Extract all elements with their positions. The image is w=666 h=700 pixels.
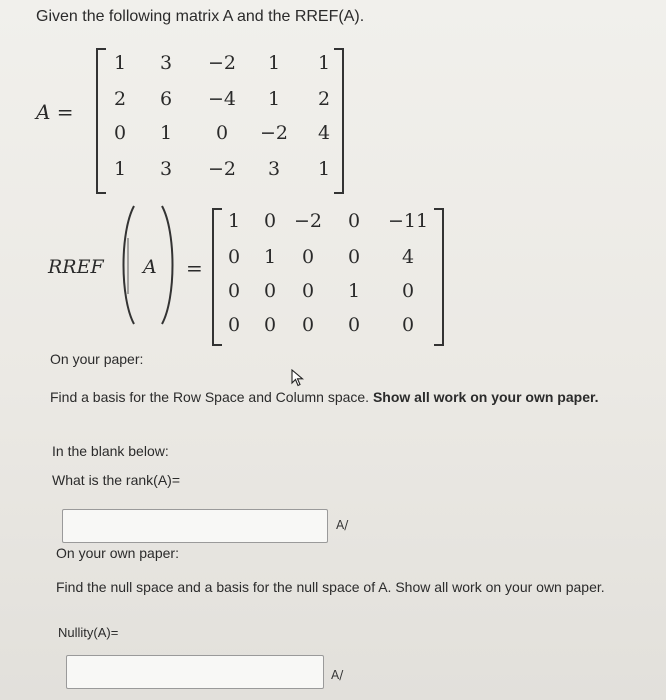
matrix-a-cell-r2-c2: 6 xyxy=(159,88,173,110)
rref-matrix-cell-r4-c2: 0 xyxy=(263,314,277,336)
rref-matrix-cell-r3-c5: 0 xyxy=(401,280,415,302)
matrix-a-cell-r2-c3: −4 xyxy=(207,88,236,110)
matrix-a-cell-r1-c3: −2 xyxy=(207,52,236,74)
spellcheck-icon[interactable]: A/ xyxy=(336,518,349,532)
rref-matrix-cell-r2-c5: 4 xyxy=(401,246,415,268)
matrix-a-cell-r1-c2: 3 xyxy=(159,52,173,74)
nullity-question: Nullity(A)= xyxy=(58,625,119,640)
rref-matrix-cell-r1-c3: −2 xyxy=(293,210,322,232)
rref-matrix-cell-r3-c2: 0 xyxy=(263,280,277,302)
rref-equals-sign: = xyxy=(186,256,203,280)
rref-matrix-cell-r1-c2: 0 xyxy=(263,210,277,232)
section3-heading: On your own paper: xyxy=(56,545,179,561)
spellcheck-icon[interactable]: A/ xyxy=(331,668,344,682)
matrix-a-cell-r4-c2: 3 xyxy=(159,158,173,180)
problem-title: Given the following matrix A and the RREF(A). xyxy=(36,8,365,25)
section1-instruction-text: Find a basis for the Row Space and Column space. xyxy=(50,389,370,405)
rref-matrix-cell-r4-c3: 0 xyxy=(301,314,315,336)
mouse-cursor-icon xyxy=(291,369,305,392)
matrix-a-cell-r3-c1: 0 xyxy=(113,122,127,144)
matrix-a-cell-r3-c5: 4 xyxy=(317,122,331,144)
rref-matrix-cell-r2-c3: 0 xyxy=(301,246,315,268)
rank-question: What is the rank(A)= xyxy=(52,472,180,488)
rank-answer-input[interactable] xyxy=(62,509,328,543)
matrix-a-label: A = xyxy=(36,100,74,124)
section2-heading: In the blank below: xyxy=(52,443,169,459)
matrix-a-cell-r2-c4: 1 xyxy=(267,88,281,110)
matrix-a-cell-r3-c3: 0 xyxy=(215,122,229,144)
section3-instruction: Find the null space and a basis for the null space of A. Show all work on your own paper. xyxy=(56,579,605,595)
rref-matrix-cell-r4-c1: 0 xyxy=(227,314,241,336)
rref-matrix-cell-r1-c5: −11 xyxy=(387,210,429,232)
rref-matrix-cell-r3-c3: 0 xyxy=(301,280,315,302)
rref-matrix-cell-r2-c4: 0 xyxy=(347,246,361,268)
rref-function-label: RREF xyxy=(48,256,104,278)
matrix-a-cell-r4-c5: 1 xyxy=(317,158,331,180)
matrix-a xyxy=(96,48,344,194)
matrix-a-cell-r4-c4: 3 xyxy=(267,158,281,180)
rref-matrix-right-bracket xyxy=(434,208,444,346)
rref-matrix-cell-r4-c5: 0 xyxy=(401,314,415,336)
rref-matrix-cell-r4-c4: 0 xyxy=(347,314,361,336)
matrix-a-cell-r4-c1: 1 xyxy=(113,158,127,180)
matrix-a-cell-r1-c1: 1 xyxy=(113,52,127,74)
section1-instruction-bold: Show all work on your own paper. xyxy=(372,389,599,405)
matrix-a-cell-r2-c1: 2 xyxy=(113,88,127,110)
matrix-a-cell-r3-c2: 1 xyxy=(159,122,173,144)
rref-matrix-cell-r3-c4: 1 xyxy=(347,280,361,302)
matrix-a-cell-r1-c5: 1 xyxy=(317,52,331,74)
rref-matrix-cell-r1-c1: 1 xyxy=(227,210,241,232)
section1-instruction xyxy=(50,388,630,406)
matrix-a-cell-r2-c5: 2 xyxy=(317,88,331,110)
matrix-a-cell-r3-c4: −2 xyxy=(259,122,288,144)
rref-matrix-cell-r2-c2: 1 xyxy=(263,246,277,268)
nullity-answer-input[interactable] xyxy=(66,655,324,689)
rref-matrix xyxy=(212,208,444,346)
rref-matrix-cell-r3-c1: 0 xyxy=(227,280,241,302)
rref-argument: A xyxy=(143,256,157,278)
matrix-a-cell-r4-c3: −2 xyxy=(207,158,236,180)
section1-heading: On your paper: xyxy=(50,351,144,367)
matrix-a-cell-r1-c4: 1 xyxy=(267,52,281,74)
rref-matrix-cell-r2-c1: 0 xyxy=(227,246,241,268)
rref-matrix-cell-r1-c4: 0 xyxy=(347,210,361,232)
